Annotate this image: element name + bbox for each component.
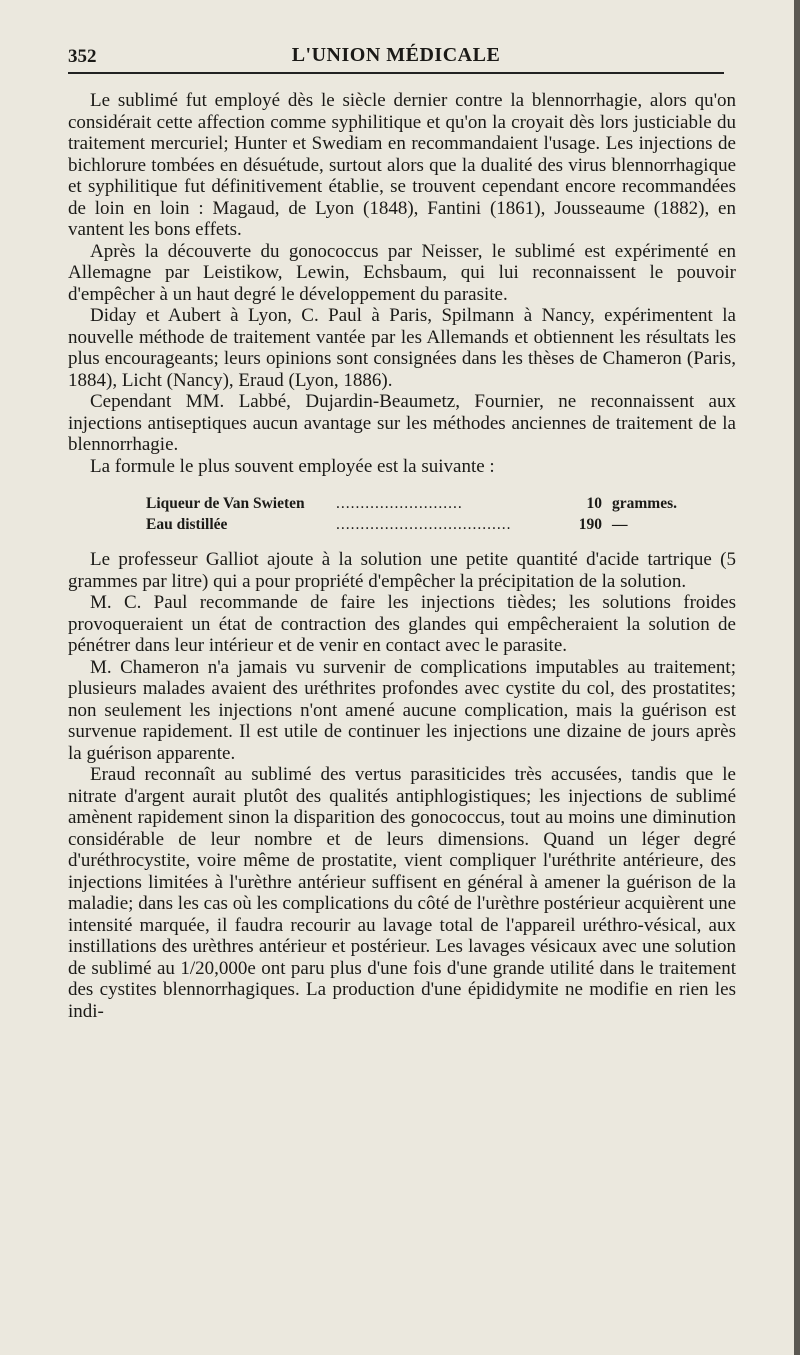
ingredient-quantity: 190 xyxy=(578,516,602,533)
ingredient-name: Liqueur de Van Swieten xyxy=(146,495,305,512)
page-number: 352 xyxy=(68,46,97,67)
ingredient-quantity: 10 xyxy=(586,495,602,512)
page-edge xyxy=(794,0,800,1355)
paragraph: Eraud reconnaît au sublimé des vertus parasiticides très accusées, tandis que le nitrate d'argent aurait plutôt des qualités antiphlogistiques; les injections de sublimé amènent rapidement sinon la disparition des gonococcus, tout au moins une diminution considérable de leur nombre et de leurs dimensions. Quand un léger degré d'uréthrocystite, voire même de prostatite, vient compliquer l'uréthrite antérieure, des injections limitées à l'urèthre antérieur suffisent en général à amener la guérison de la maladie; dans les cas où les complications du côté de l'urèthre postérieur acquièrent une intensité marquée, il faudra recourir au lavage total de l'appareil uréthro-vésical, aux instillations des urèthres antérieur et postérieur. Les lavages vésicaux avec une solution de sublimé au 1/20,000e ont paru plus d'une fois d'une grande utilité dans le traitement des cystites blennorrhagiques. La production d'une épididymite ne modifie en rien les indi- xyxy=(68,764,736,1022)
formula-row xyxy=(146,493,736,514)
leader-dots: .......................... xyxy=(336,495,463,512)
paragraph: Après la découverte du gonococcus par Neisser, le sublimé est expérimenté en Allemagne par Leistikow, Lewin, Echsbaum, qui lui reconnaissent le pouvoir d'empêcher à un haut degré le développement du parasite. xyxy=(68,240,736,305)
ingredient-unit: grammes. xyxy=(612,495,677,512)
article-body xyxy=(68,90,736,1022)
ingredient-unit: — xyxy=(612,516,628,533)
paragraph: M. Chameron n'a jamais vu survenir de complications imputables au traitement; plusieurs malades avaient des uréthrites profondes avec cystite du col, des prostatites; non seulement les injections n'ont amené aucune complication, mais la guérison est survenue rapidement. Il est utile de continuer les injections une dizaine de jours après la guérison apparente. xyxy=(68,656,736,764)
formula-table xyxy=(146,493,736,535)
paragraph: Diday et Aubert à Lyon, C. Paul à Paris, Spilmann à Nancy, expérimentent la nouvelle méthode de traitement vantée par les Allemands et obtiennent les résultats les plus encourageants; leurs opinions sont consignées dans les thèses de Chameron (Paris, 1884), Licht (Nancy), Eraud (Lyon, 1886). xyxy=(68,305,736,391)
paragraph: La formule le plus souvent employée est la suivante : xyxy=(90,455,495,477)
paragraph: Le professeur Galliot ajoute à la solution une petite quantité d'acide tartrique (5 grammes par litre) qui a pour propriété d'empêcher la précipitation de la solution. xyxy=(68,549,736,592)
ingredient-name: Eau distillée xyxy=(146,516,228,533)
formula-row xyxy=(146,514,736,535)
paragraph: M. C. Paul recommande de faire les injections tièdes; les solutions froides provoqueraient un état de contraction des glandes qui empêcheraient la solution de pénétrer dans leur intérieur et de venir en contact avec le parasite. xyxy=(68,592,736,656)
paragraph: Cependant MM. Labbé, Dujardin-Beaumetz, Fournier, ne reconnaissent aux injections antiseptiques aucun avantage sur les méthodes anciennes de traitement de la blennorrhagie. xyxy=(68,391,736,455)
page-header xyxy=(68,38,724,74)
leader-dots: .................................... xyxy=(336,516,512,533)
paragraph: Le sublimé fut employé dès le siècle dernier contre la blennorrhagie, alors qu'on considérait cette affection comme syphilitique et qu'on la croyait dès lors justiciable du traitement mercuriel; Hunter et Swediam en recommandaient l'usage. Les injections de bichlorure tombées en désuétude, surtout alors que la dualité des virus blennorrhagique et syphilitique fut définitivement établie, se trouvent cependant encore recommandées de loin en loin : Magaud, de Lyon (1848), Fantini (1861), Jousseaume (1882), en vantent les bons effets. xyxy=(68,90,736,240)
running-title: L'UNION MÉDICALE xyxy=(291,44,501,66)
